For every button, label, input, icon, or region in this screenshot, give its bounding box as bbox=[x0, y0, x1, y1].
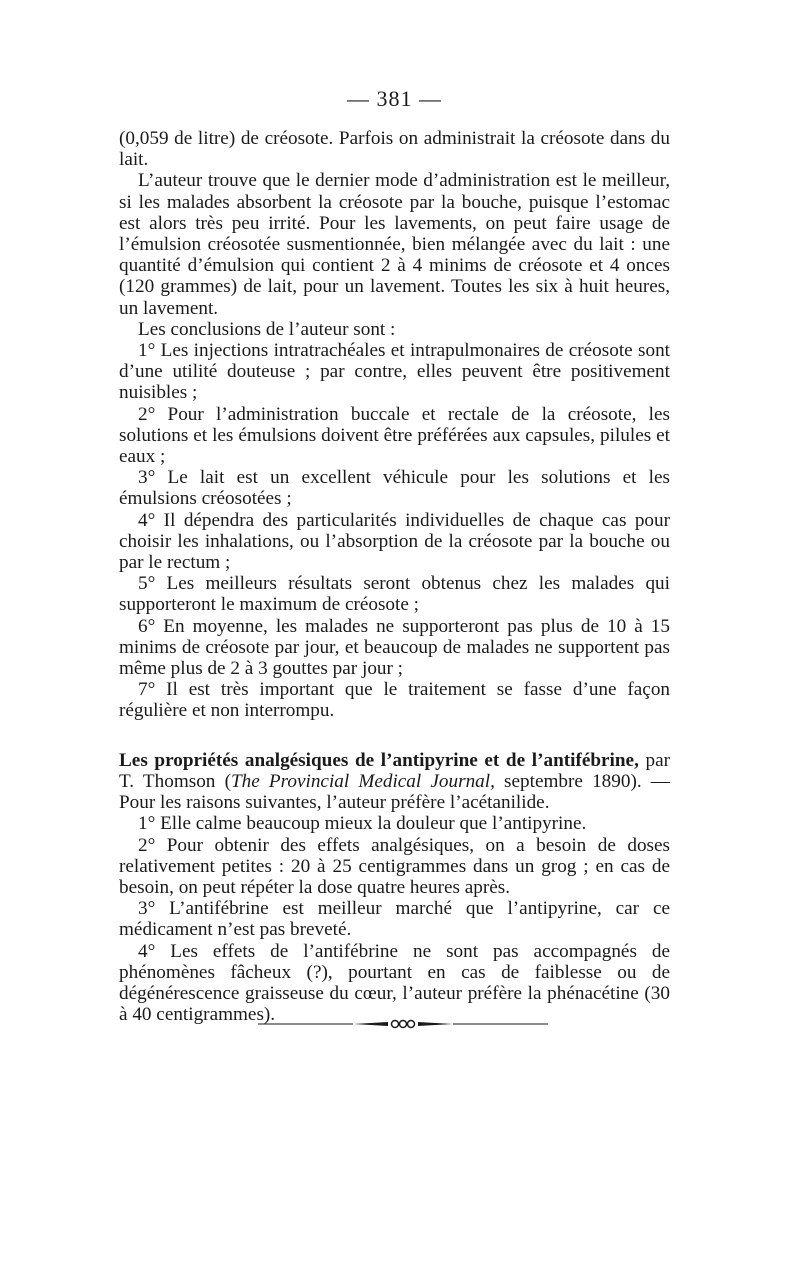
article-intro-rest: septembre 1890). — Pour les raisons suivantes, l’auteur préfère l’acétanilide. bbox=[119, 770, 670, 814]
section-gap bbox=[119, 722, 670, 750]
reason-item: 2° Pour obtenir des effets analgésiques, on a besoin de doses relativement petites : 20 à 25 centigrammes dans un grog ; en cas de besoin, on peut répéter la dose quatre heures après. bbox=[119, 834, 670, 898]
conclusion-item: 1° Les injections intratrachéales et intrapulmonaires de créosote sont d’une utilité douteuse ; par contre, elles peuvent être positivement nuisibles ; bbox=[119, 340, 670, 404]
journal-name: The Provincial Medical Journal, bbox=[230, 770, 495, 792]
end-ornament bbox=[258, 1018, 548, 1030]
conclusion-item: 6° En moyenne, les malades ne supporteront pas plus de 10 à 15 minims de créosote par jour, et beaucoup de malades ne supportent pas même plus de 2 à 3 gouttes par jour ; bbox=[119, 615, 670, 680]
page-body bbox=[119, 86, 670, 1025]
reason-item: 4° Les effets de l’antifébrine ne sont pas accompagnés de phénomènes fâcheux (?), pourtant en cas de faiblesse ou de dégénérescence graisseuse du cœur, l’auteur préfère la phénacétine (30 à 40 centigrammes). bbox=[119, 940, 670, 1026]
conclusion-item: 2° Pour l’administration buccale et rectale de la créosote, les solutions et les émulsions doivent être préférées aux capsules, pilules et eaux ; bbox=[119, 403, 670, 468]
paragraph: Les conclusions de l’auteur sont : bbox=[138, 318, 396, 340]
article-author: par T. Thomson ( bbox=[119, 749, 671, 792]
page-number: — 381 — bbox=[347, 86, 442, 111]
section-analgesics bbox=[119, 750, 670, 1026]
paragraph: L’auteur trouve que le dernier mode d’administration est le meilleur, si les malades absorbent la créosote par la bouche, puisque l’estomac est alors très peu irrité. Pour les lavements, on peut faire usage de l’émulsion créosotée susmentionnée, bien mélangée avec du lait : une quantité d’émulsion qui contient 2 à 4 minims de créosote et 4 onces (120 grammes) de lait, pour un lavement. Toutes les six à huit heures, un lavement. bbox=[119, 170, 670, 319]
reason-item: 1° Elle calme beaucoup mieux la douleur que l’antipyrine. bbox=[138, 813, 587, 835]
paragraph: (0,059 de litre) de créosote. Parfois on administrait la créosote dans du lait. bbox=[119, 128, 670, 171]
conclusion-item: 3° Le lait est un excellent véhicule pour les solutions et les émulsions créosotées ; bbox=[119, 467, 670, 510]
conclusion-item: 4° Il dépendra des particularités individuelles de chaque cas pour choisir les inhalations, ou l’absorption de la créosote par la bouche ou par le rectum ; bbox=[119, 509, 670, 574]
reason-item: 3° L’antifébrine est meilleur marché que l’antipyrine, car ce médicament n’est pas breveté. bbox=[119, 898, 670, 941]
conclusion-item: 7° Il est très important que le traitement se fasse d’une façon régulière et non interrompu. bbox=[119, 679, 670, 722]
conclusion-item: 5° Les meilleurs résultats seront obtenus chez les malades qui supporteront le maximum de créosote ; bbox=[119, 573, 670, 616]
article-title: Les propriétés analgésiques de l’antipyrine et de l’antifébrine, bbox=[119, 749, 639, 771]
article-intro bbox=[119, 750, 670, 814]
section-creosote bbox=[119, 128, 670, 722]
